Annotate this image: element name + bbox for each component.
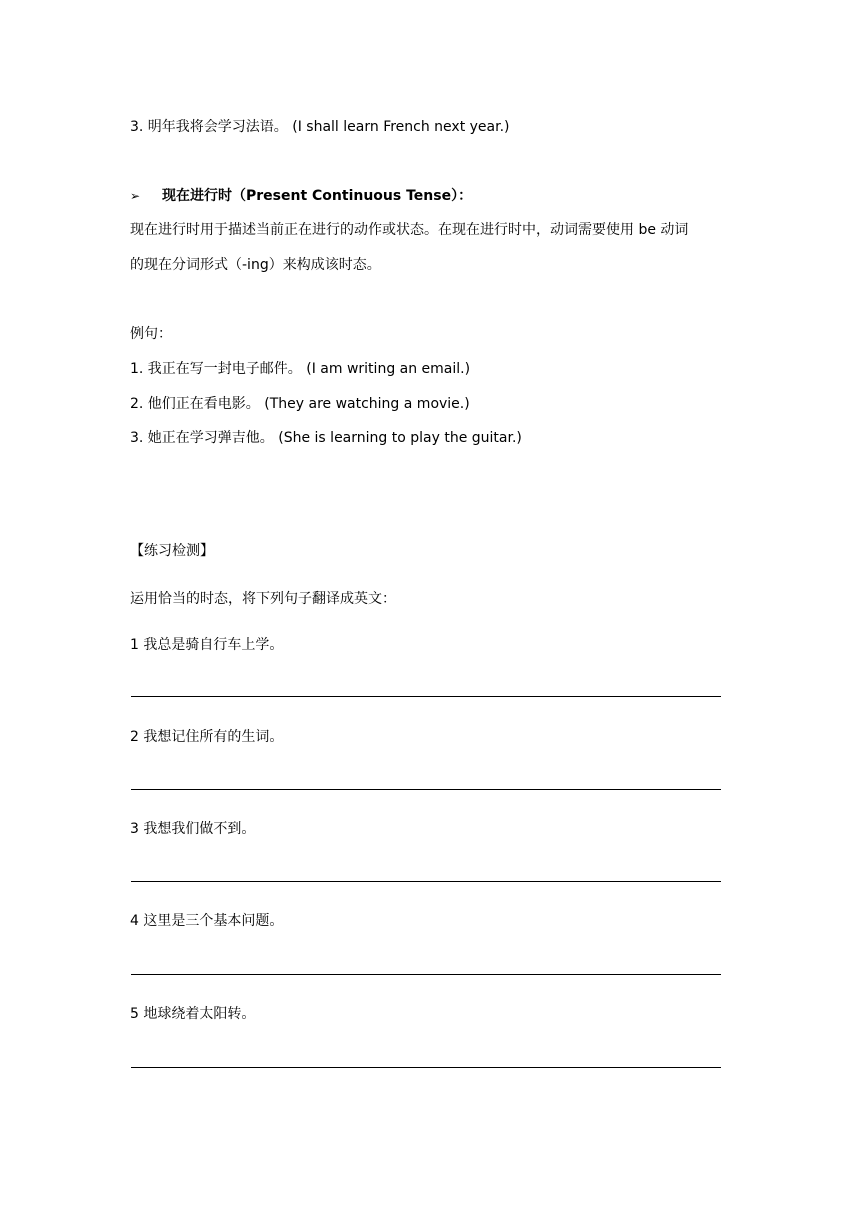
example-item-1: 1. 我正在写一封电子邮件。 (I am writing an email.) <box>130 361 471 377</box>
practice-question-5: 5 地球绕着太阳转。 <box>130 1006 256 1022</box>
section-heading <box>130 186 472 206</box>
description-line-1: 现在进行时用于描述当前正在进行的动作或状态。在现在进行时中，动词需要使用 be 动词 <box>130 222 689 238</box>
example-item-3: 3. 她正在学习弹吉他。 (She is learning to play the guitar.) <box>130 430 522 446</box>
practice-question-1: 1 我总是骑自行车上学。 <box>130 637 284 653</box>
section-title: 现在进行时（Present Continuous Tense）： <box>162 188 473 204</box>
practice-instruction: 运用恰当的时态，将下列句子翻译成英文： <box>130 591 396 607</box>
practice-question-2: 2 我想记住所有的生词。 <box>130 729 284 745</box>
example-prev-3: 3. 明年我将会学习法语。 (I shall learn French next year.) <box>130 119 510 135</box>
arrow-bullet-icon: ➢ <box>130 189 141 203</box>
examples-label: 例句： <box>130 326 172 342</box>
practice-title: 【练习检测】 <box>130 543 214 559</box>
practice-question-4: 4 这里是三个基本问题。 <box>130 913 284 929</box>
answer-line-4[interactable] <box>131 974 721 975</box>
example-item-2: 2. 他们正在看电影。 (They are watching a movie.) <box>130 396 470 412</box>
answer-line-3[interactable] <box>131 881 721 882</box>
answer-line-1[interactable] <box>131 696 721 697</box>
answer-line-2[interactable] <box>131 789 721 790</box>
practice-question-3: 3 我想我们做不到。 <box>130 821 256 837</box>
description-line-2: 的现在分词形式（-ing）来构成该时态。 <box>130 257 381 273</box>
answer-line-5[interactable] <box>131 1067 721 1068</box>
